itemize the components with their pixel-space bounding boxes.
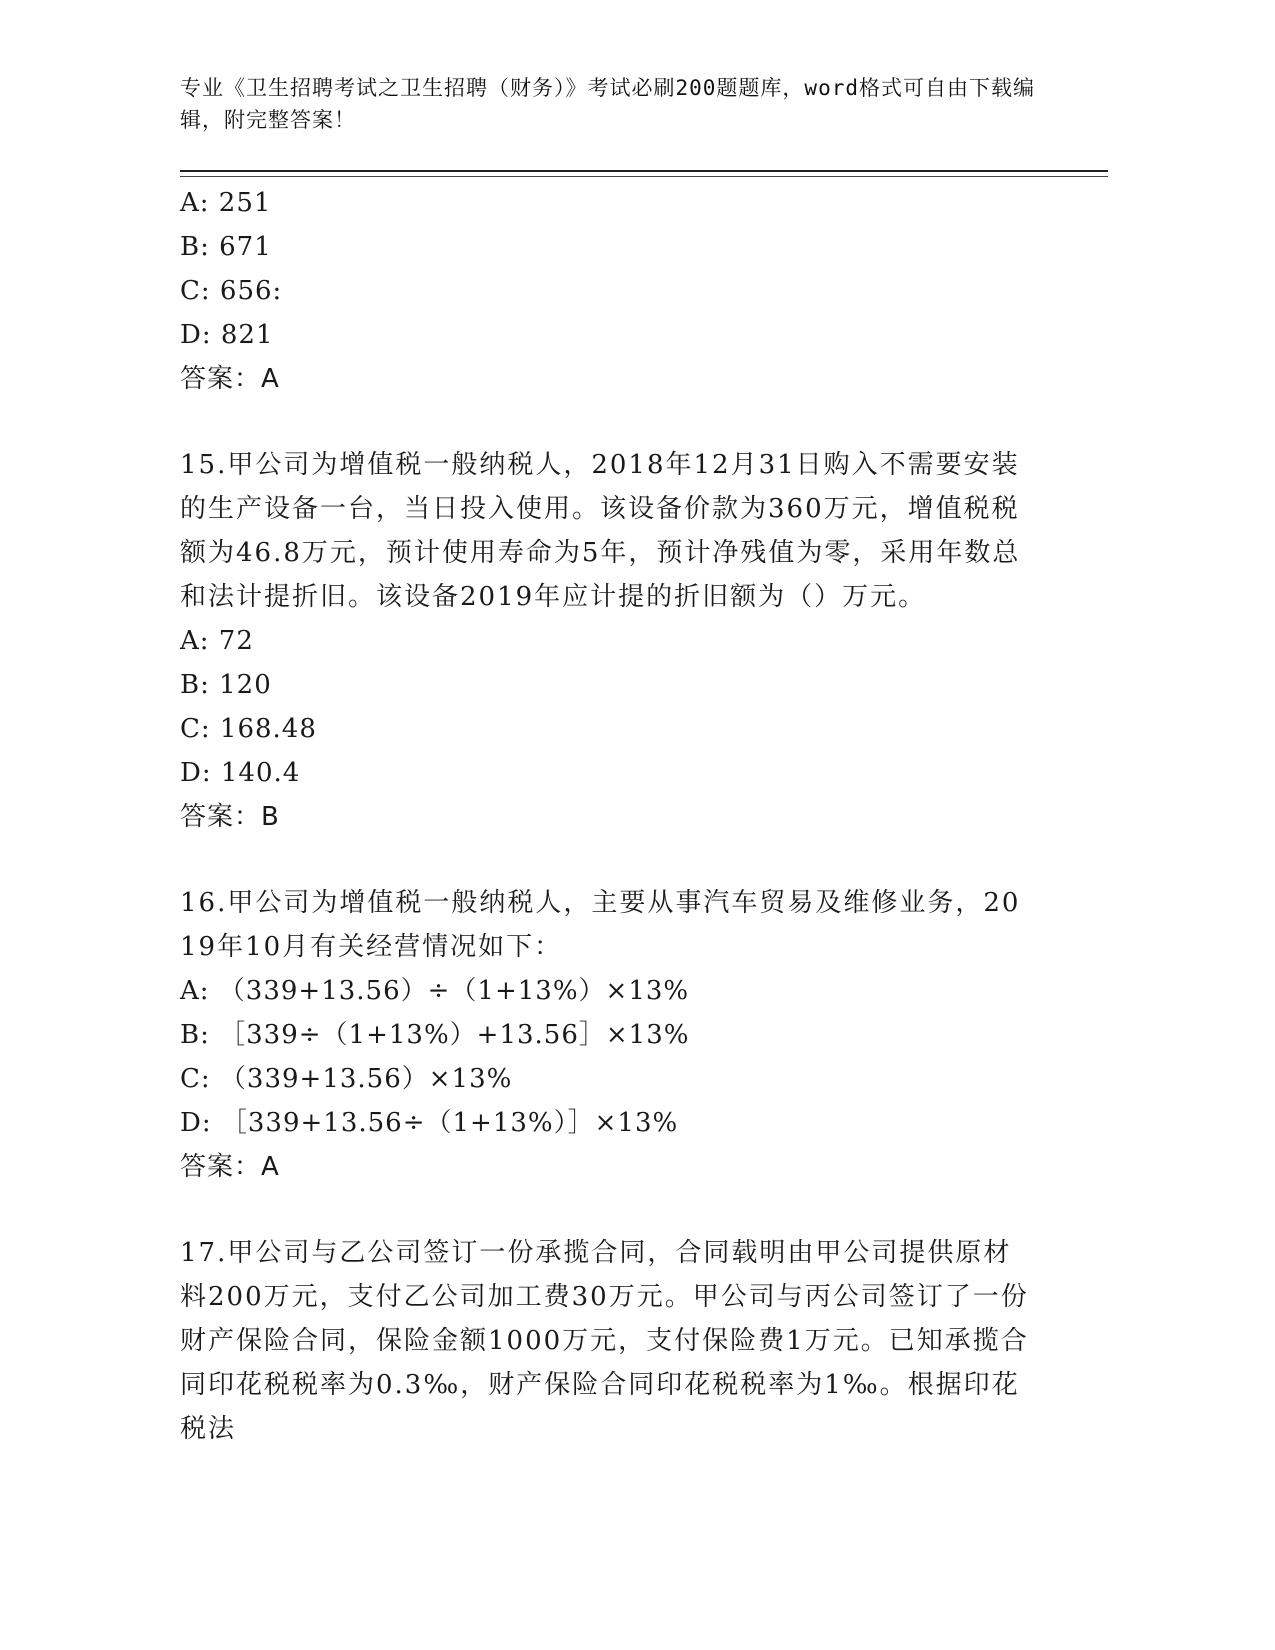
question-17-block <box>180 1231 1040 1451</box>
question-text: 15.甲公司为增值税一般纳税人，2018年12月31日购入不需要安装的生产设备一台，当日投入使用。该设备价款为360万元，增值税税额为46.8万元，预计使用寿命为5年，预计净残值为零，采用年数总和法计提折旧。该设备2019年应计提的折旧额为（）万元。 <box>180 450 1021 612</box>
option-b: B: ［339÷（1+13%）+13.56］×13% <box>180 1020 690 1050</box>
question-16-block <box>180 881 1040 1189</box>
option-a: A: 72 <box>180 626 254 656</box>
document-page <box>180 0 1110 1650</box>
answer-line: 答案：A <box>180 1152 280 1182</box>
answer-line: 答案：A <box>180 364 280 394</box>
answer-line: 答案：B <box>180 802 280 832</box>
question-list <box>180 181 1040 1451</box>
option-d: D: ［339+13.56÷（1+13%）］×13% <box>180 1108 679 1138</box>
question-text: 17.甲公司与乙公司签订一份承揽合同，合同载明由甲公司提供原材料200万元，支付乙公司加工费30万元。甲公司与丙公司签订了一份财产保险合同，保险金额1000万元，支付保险费1万元。已知承揽合同印花税税率为0.3‰，财产保险合同印花税税率为1‰。根据印花税法 <box>180 1238 1029 1444</box>
header-divider <box>180 170 1108 172</box>
document-header: 专业《卫生招聘考试之卫生招聘（财务）》考试必刷200题题库，word格式可自由下载编辑，附完整答案！ <box>180 76 1035 132</box>
question-15-block <box>180 443 1040 839</box>
option-a: A: （339+13.56）÷（1+13%）×13% <box>180 976 690 1006</box>
option-d: D: 821 <box>180 320 274 350</box>
question-text: 16.甲公司为增值税一般纳税人，主要从事汽车贸易及维修业务，2019年10月有关经营情况如下： <box>180 888 1021 962</box>
option-c: C: 656: <box>180 276 283 306</box>
option-c: C: （339+13.56）×13% <box>180 1064 513 1094</box>
header-divider-thin <box>180 176 1108 177</box>
option-a: A: 251 <box>180 188 272 218</box>
option-b: B: 120 <box>180 670 272 700</box>
option-c: C: 168.48 <box>180 714 317 744</box>
option-b: B: 671 <box>180 232 272 262</box>
question-14-block <box>180 181 1040 401</box>
option-d: D: 140.4 <box>180 758 301 788</box>
